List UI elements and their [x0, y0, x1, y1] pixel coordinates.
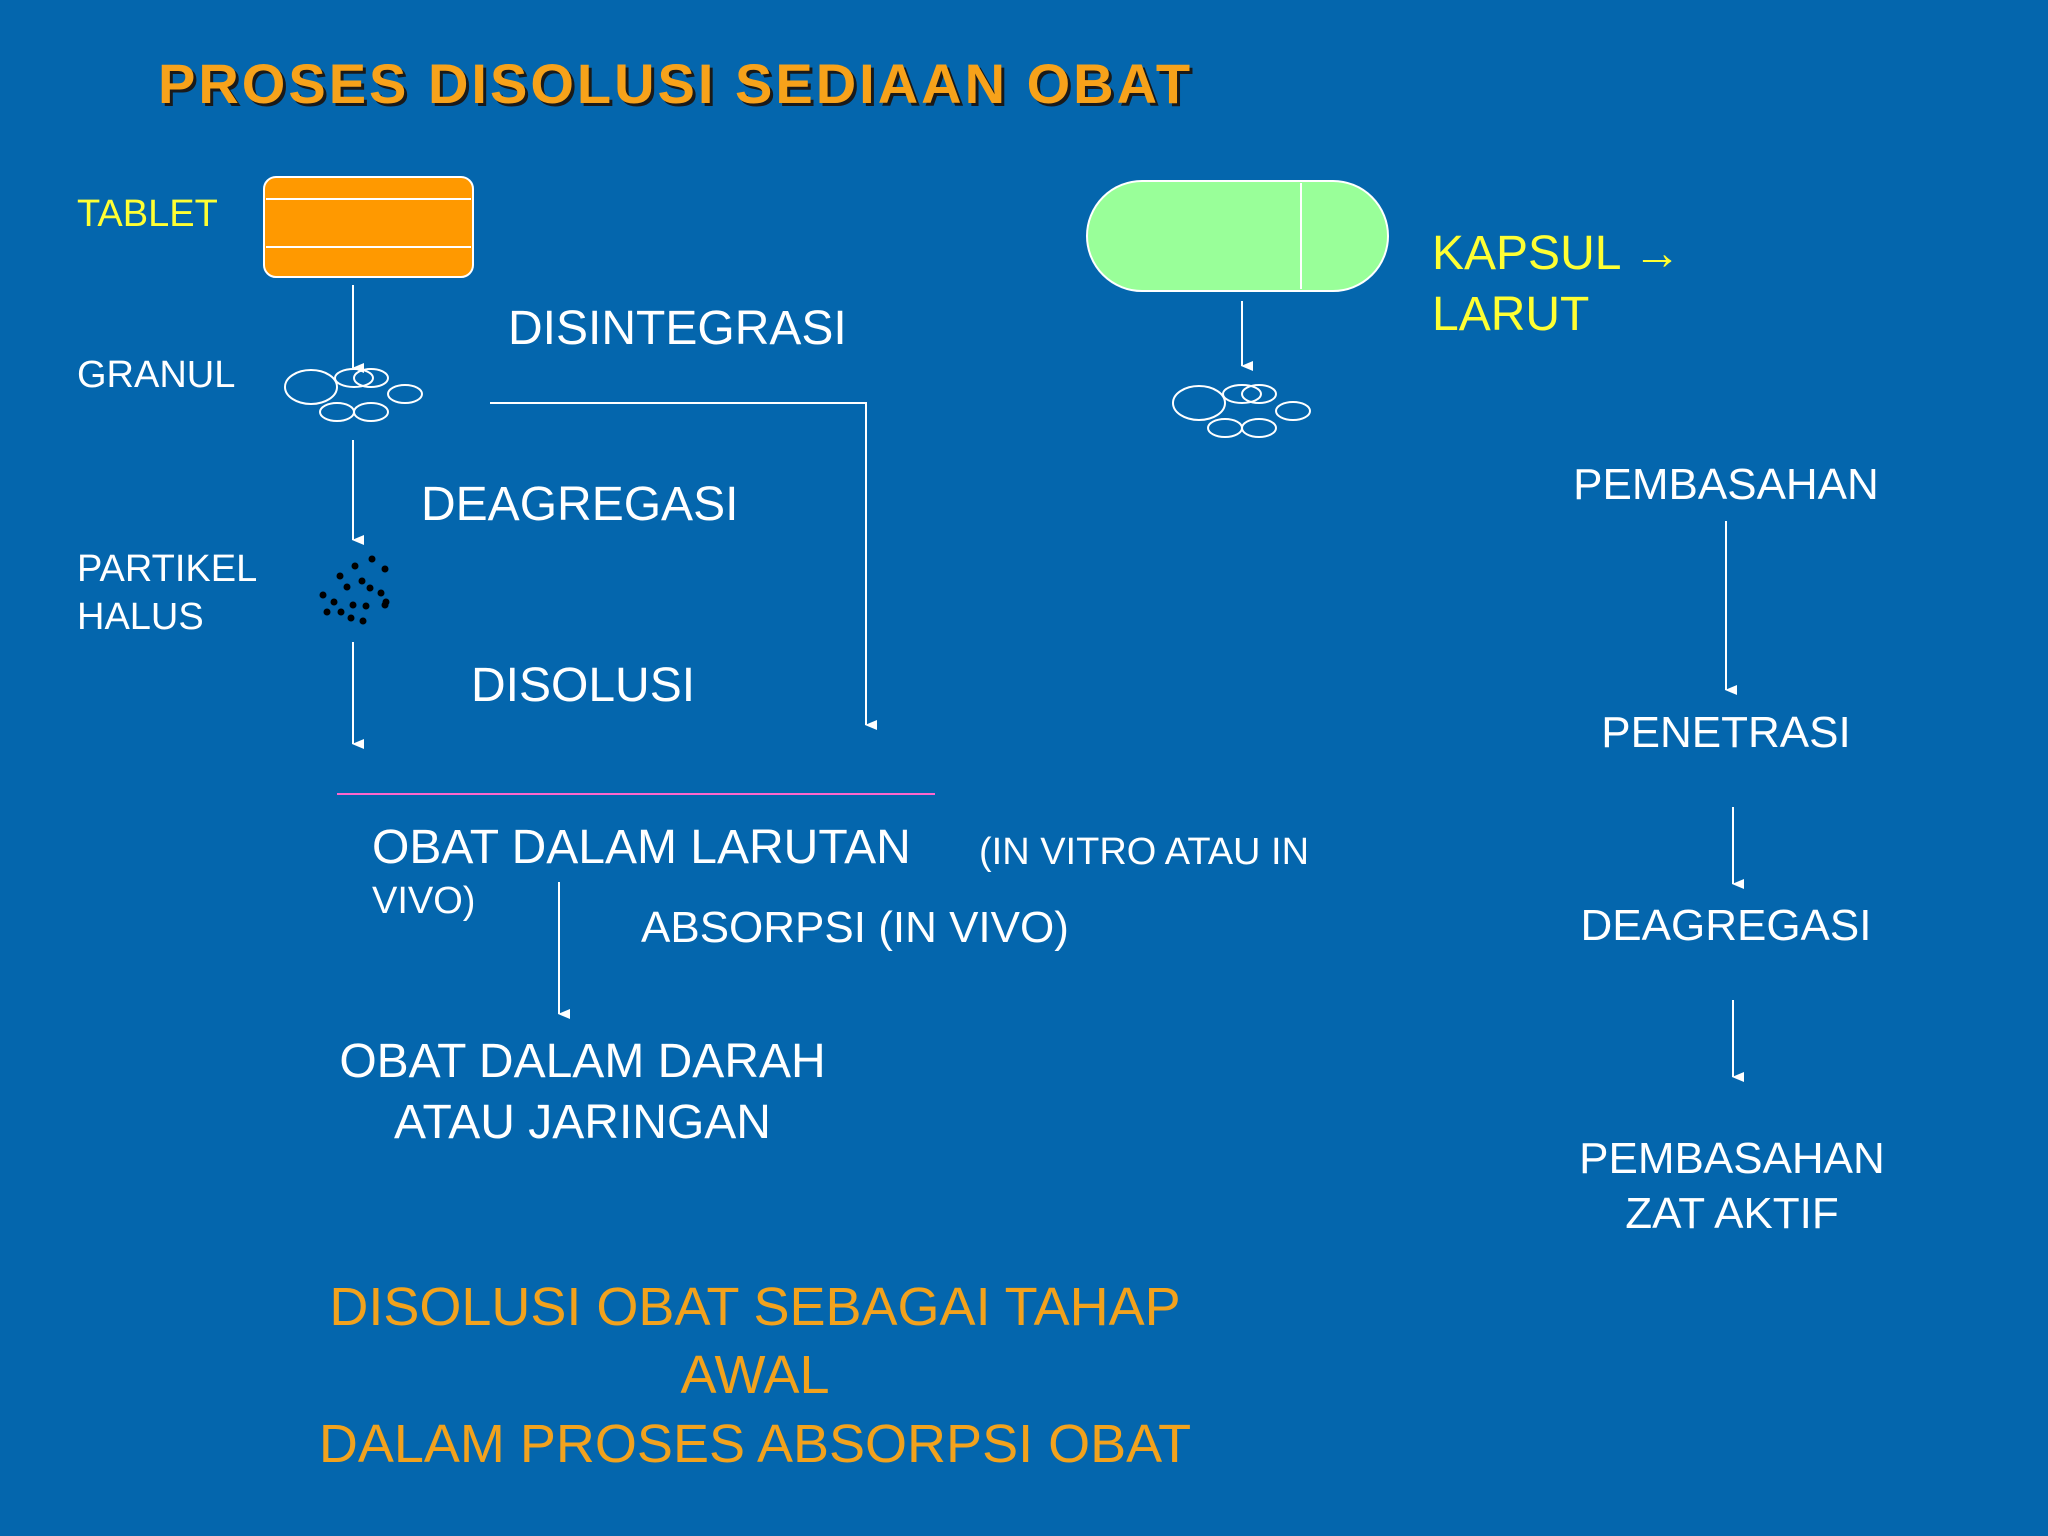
footer-line3: DALAM PROSES ABSORPSI OBAT	[318, 1414, 1192, 1474]
partikel-label-line2: HALUS	[77, 596, 204, 638]
deagregasi-label: DEAGREGASI	[421, 478, 739, 531]
step-penetrasi: PENETRASI	[1601, 708, 1851, 757]
step-pembasahan-zat-line1: PEMBASAHAN	[1579, 1134, 1885, 1183]
capsule-shape	[1087, 181, 1388, 291]
obat-darah-line1: OBAT DALAM DARAH	[339, 1035, 826, 1088]
tablet-shape	[264, 177, 473, 277]
kapsul-label-line2: LARUT	[1432, 288, 1590, 341]
obat-larutan-label: OBAT DALAM LARUTAN	[372, 821, 911, 874]
page-title: PROSES DISOLUSI SEDIAAN OBAT	[158, 52, 1194, 115]
step-pembasahan-zat-line2: ZAT AKTIF	[1625, 1189, 1839, 1238]
disolusi-label: DISOLUSI	[471, 659, 696, 712]
tablet-label: TABLET	[77, 193, 218, 235]
capsule-granule-cluster-icon	[1173, 385, 1310, 437]
footer-line1: DISOLUSI OBAT SEBAGAI TAHAP	[329, 1277, 1181, 1337]
obat-darah-line2: ATAU JARINGAN	[394, 1096, 771, 1149]
granule-cluster-icon	[285, 369, 422, 421]
step-pembasahan: PEMBASAHAN	[1573, 460, 1879, 509]
in-vivo-cont: VIVO)	[372, 880, 476, 922]
disintegrasi-label: DISINTEGRASI	[508, 302, 847, 355]
granul-label: GRANUL	[77, 354, 236, 396]
absorpsi-label: ABSORPSI (IN VIVO)	[641, 903, 1069, 952]
footer-line2: AWAL	[680, 1345, 830, 1405]
partikel-label-line1: PARTIKEL	[77, 548, 258, 590]
fine-particles-icon	[320, 556, 390, 625]
in-vitro-note: (IN VITRO ATAU IN	[979, 831, 1310, 873]
kapsul-label-line1: KAPSUL →	[1432, 227, 1681, 280]
step-deagregasi: DEAGREGASI	[1580, 901, 1872, 950]
